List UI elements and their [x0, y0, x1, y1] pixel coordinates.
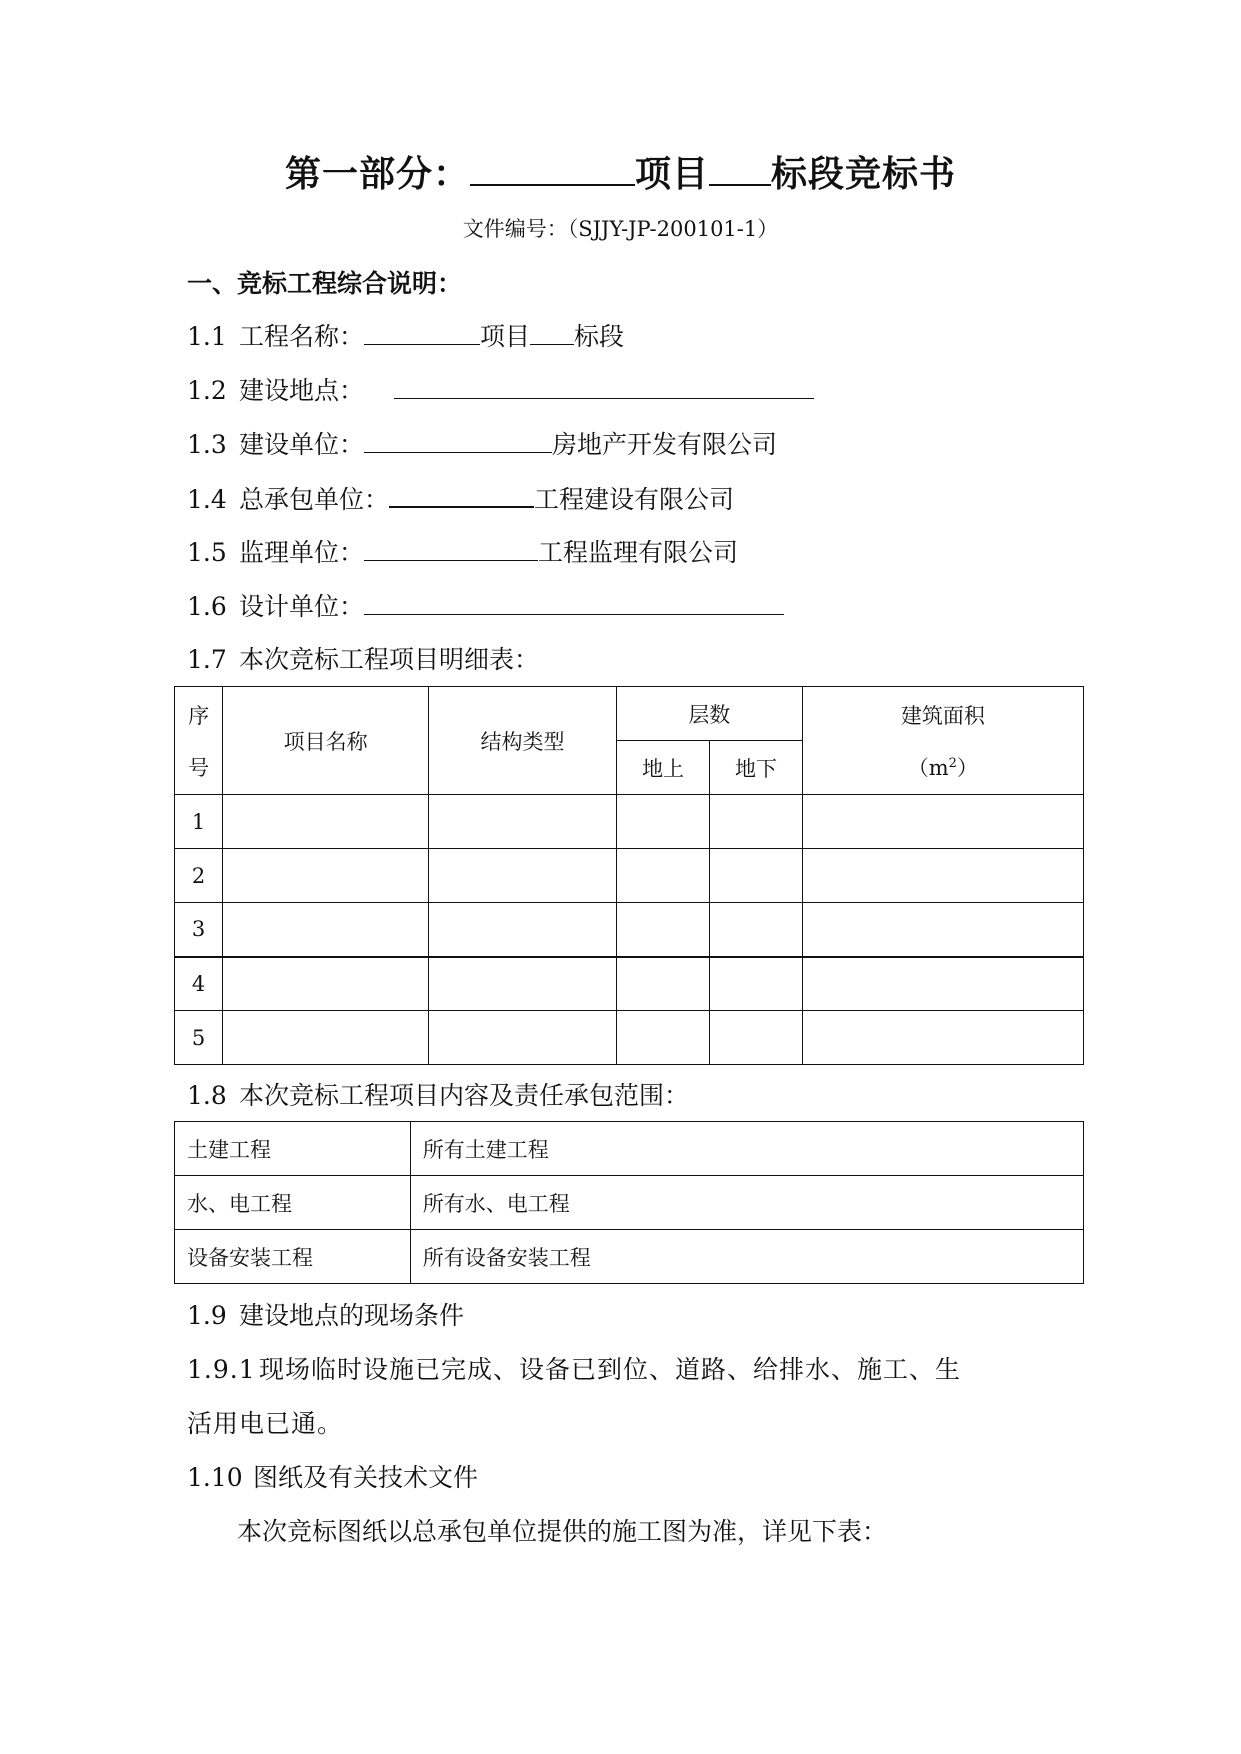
- item-label: 设计单位：: [239, 592, 365, 621]
- item-1-8: [187, 1078, 689, 1114]
- cell-empty: [710, 795, 802, 849]
- table-row: [175, 795, 1084, 849]
- item-number: 1.4: [187, 485, 227, 514]
- title-suffix: 标段竞标书: [771, 154, 957, 195]
- item-number: 1.3: [187, 430, 227, 459]
- cell-empty: [616, 795, 709, 849]
- item-label: 建设单位：: [239, 430, 365, 459]
- cell-empty: [802, 1011, 1083, 1065]
- cell-empty: [710, 849, 802, 903]
- cell-empty: [429, 849, 617, 903]
- item-label: 本次竞标工程项目内容及责任承包范围：: [239, 1081, 690, 1110]
- cell-empty: [802, 957, 1083, 1011]
- cell-empty: [223, 795, 429, 849]
- header-below-ground: 地下: [710, 741, 802, 795]
- item-1-9-1: [187, 1343, 1087, 1451]
- owner-blank: [364, 426, 552, 453]
- scope-item: 设备安装工程: [175, 1230, 411, 1284]
- scope-item: 土建工程: [175, 1122, 411, 1176]
- row-seq: 4: [175, 957, 223, 1011]
- cell-empty: [429, 795, 617, 849]
- cell-empty: [223, 849, 429, 903]
- cell-empty: [429, 903, 617, 957]
- header-seq-top: 序: [188, 703, 210, 728]
- item-label: 监理单位：: [239, 538, 365, 567]
- table-row: [175, 903, 1084, 957]
- cell-empty: [616, 903, 709, 957]
- header-area-unit: [908, 752, 978, 782]
- contractor-blank: [389, 480, 534, 508]
- item-1-5: [187, 534, 738, 571]
- item-label: 本次竞标工程项目明细表：: [239, 645, 540, 674]
- item-1-6: [187, 588, 784, 625]
- table-row: [175, 1230, 1084, 1284]
- table-row: [175, 1122, 1084, 1176]
- item-text: 工程监理有限公司: [538, 538, 739, 567]
- scope-item: 水、电工程: [175, 1176, 411, 1230]
- title-prefix: 第一部分：: [284, 154, 470, 195]
- item-label: 图纸及有关技术文件: [253, 1463, 479, 1492]
- title-project-blank: [470, 150, 635, 186]
- cell-empty: [710, 957, 802, 1011]
- title-project: 项目: [634, 154, 709, 195]
- item-number: 1.6: [187, 592, 227, 621]
- row-seq: 2: [175, 849, 223, 903]
- cell-empty: [710, 903, 802, 957]
- scope-description: 所有水、电工程: [410, 1176, 1083, 1230]
- unit-close: ）: [956, 755, 978, 780]
- table-row: [175, 1011, 1084, 1065]
- title-section-blank: [709, 150, 771, 186]
- scope-table: [174, 1121, 1084, 1284]
- item-label: 工程名称：: [239, 322, 365, 351]
- row-seq: 3: [175, 903, 223, 957]
- document-title: [0, 150, 1241, 200]
- item-number: 1.2: [187, 376, 227, 405]
- item-number: 1.8: [187, 1081, 227, 1110]
- cell-empty: [223, 903, 429, 957]
- document-number: 文件编号：（SJJY-JP-200101-1）: [462, 217, 779, 241]
- item-1-10-paragraph: 本次竞标图纸以总承包单位提供的施工图为准，详见下表：: [237, 1517, 888, 1546]
- item-1-1: [187, 318, 624, 355]
- header-seq: [175, 687, 223, 795]
- header-area: [802, 687, 1083, 795]
- item-text: 现场临时设施已完成、设备已到位、道路、给排水、施工、生: [259, 1355, 962, 1384]
- header-floors: 层数: [616, 687, 802, 741]
- header-structure: 结构类型: [429, 687, 617, 795]
- row-seq: 5: [175, 1011, 223, 1065]
- section-blank: [530, 318, 574, 345]
- header-seq-bottom: 号: [188, 755, 210, 780]
- table-row: [175, 849, 1084, 903]
- cell-empty: [616, 849, 709, 903]
- unit-open: （m: [907, 755, 949, 780]
- cell-empty: [710, 1011, 802, 1065]
- cell-empty: [223, 1011, 429, 1065]
- item-number: 1.9.1: [187, 1355, 256, 1384]
- item-1-4: [187, 480, 734, 518]
- item-1-3: [187, 426, 777, 463]
- item-1-10: [187, 1460, 478, 1496]
- item-text: 项目: [480, 322, 531, 351]
- cell-empty: [802, 849, 1083, 903]
- cell-empty: [616, 1011, 709, 1065]
- cell-empty: [802, 903, 1083, 957]
- supervisor-blank: [364, 534, 538, 561]
- item-number: 1.9: [187, 1301, 227, 1330]
- item-number: 1.7: [187, 645, 227, 674]
- header-area-label: 建筑面积: [900, 703, 985, 728]
- item-number: 1.1: [187, 322, 227, 351]
- header-above-ground: 地上: [616, 741, 709, 795]
- project-detail-table: [174, 686, 1084, 1065]
- item-1-2: [187, 372, 814, 409]
- item-number: 1.5: [187, 538, 227, 567]
- cell-empty: [802, 795, 1083, 849]
- cell-empty: [429, 1011, 617, 1065]
- scope-description: 所有土建工程: [410, 1122, 1083, 1176]
- item-text: 活用电已通。: [187, 1409, 344, 1438]
- item-text: 工程建设有限公司: [534, 485, 735, 514]
- item-label: 建设地点的现场条件: [239, 1301, 465, 1330]
- item-1-7: [187, 642, 539, 678]
- unit-sup: 2: [948, 755, 957, 771]
- item-label: 总承包单位：: [239, 485, 390, 514]
- row-seq: 1: [175, 795, 223, 849]
- item-label: 建设地点：: [239, 376, 365, 405]
- cell-empty: [223, 957, 429, 1011]
- section-heading: 一、竞标工程综合说明：: [187, 269, 463, 298]
- item-text: 房地产开发有限公司: [552, 430, 778, 459]
- designer-blank: [364, 588, 784, 615]
- project-name-blank: [364, 318, 480, 345]
- item-number: 1.10: [187, 1463, 243, 1492]
- table-row: [175, 1176, 1084, 1230]
- header-project-name: 项目名称: [223, 687, 429, 795]
- cell-empty: [616, 957, 709, 1011]
- table-row: [175, 957, 1084, 1011]
- location-blank: [394, 372, 814, 399]
- item-text: 标段: [574, 322, 625, 351]
- item-1-9: [187, 1298, 464, 1334]
- scope-description: 所有设备安装工程: [410, 1230, 1083, 1284]
- cell-empty: [429, 957, 617, 1011]
